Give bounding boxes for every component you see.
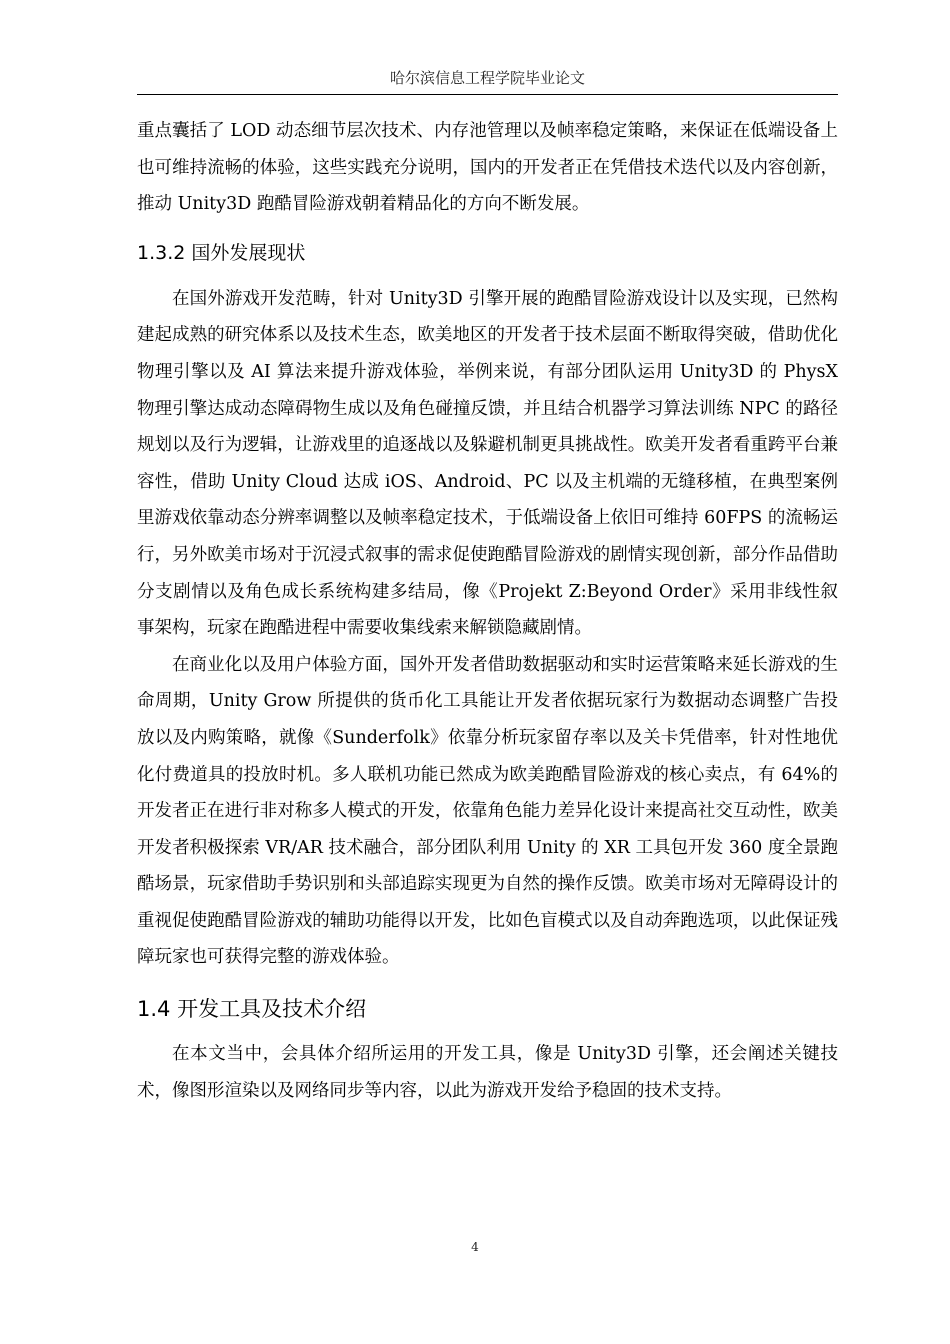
page-number: 4: [471, 1240, 479, 1254]
section-heading-1-3-2: 1.3.2 国外发展现状: [137, 241, 306, 264]
paragraph-commercialization: 在商业化以及用户体验方面，国外开发者借助数据驱动和实时运营策略来延长游戏的生命周期，Unity Grow 所提供的货币化工具能让开发者依据玩家行为数据动态调整广告投放以及内购策略，就像《Sunderfolk》依靠分析玩家留存率以及关卡凭借率，针对性地优化付费道具的投放时机。多人联机功能已然成为欧美跑酷冒险游戏的核心卖点，有 64%的开发者正在进行非对称多人模式的开发，依靠角色能力差异化设计来提高社交互动性，欧美开发者积极探索 VR/AR 技术融合，部分团队利用 Unity 的 XR 工具包开发 360 度全景跑酷场景，玩家借助手势识别和头部追踪实现更为自然的操作反馈。欧美市场对无障碍设计的重视促使跑酷冒险游戏的辅助功能得以开发，比如色盲模式以及自动奔跑选项，以此保证残障玩家也可获得完整的游戏体验。: [137, 654, 838, 968]
paragraph-foreign-development: 在国外游戏开发范畴，针对 Unity3D 引擎开展的跑酷冒险游戏设计以及实现，已然构建起成熟的研究体系以及技术生态，欧美地区的开发者于技术层面不断取得突破，借助优化物理引擎以及 AI 算法来提升游戏体验，举例来说，有部分团队运用 Unity3D 的 PhysX 物理引擎达成动态障碍物生成以及角色碰撞反馈，并且结合机器学习算法训练 NPC 的路径规划以及行为逻辑，让游戏里的追逐战以及躲避机制更具挑战性。欧美开发者看重跨平台兼容性，借助 Unity Cloud 达成 iOS、Android、PC 以及主机端的无缝移植，在典型案例里游戏依靠动态分辨率调整以及帧率稳定技术，于低端设备上依旧可维持 60FPS 的流畅运行，另外欧美市场对于沉浸式叙事的需求促使跑酷冒险游戏的剧情实现创新，部分作品借助分支剧情以及角色成长系统构建多结局，像《Projekt Z:Beyond Order》采用非线性叙事架构，玩家在跑酷进程中需要收集线索来解锁隐藏剧情。: [137, 288, 838, 639]
header-title: 哈尔滨信息工程学院毕业论文: [389, 69, 585, 87]
paragraph-tools-intro: 在本文当中，会具体介绍所运用的开发工具，像是 Unity3D 引擎，还会阐述关键技术，像图形渲染以及网络同步等内容，以此为游戏开发给予稳固的技术支持。: [137, 1044, 838, 1101]
page-header: [137, 68, 838, 95]
paragraph-continued: 重点囊括了 LOD 动态细节层次技术、内存池管理以及帧率稳定策略，来保证在低端设备上也可维持流畅的体验，这些实践充分说明，国内的开发者正在凭借技术迭代以及内容创新，推动 Unity3D 跑酷冒险游戏朝着精品化的方向不断发展。: [137, 121, 838, 215]
page-body: [137, 113, 838, 1109]
section-heading-1-4: 1.4 开发工具及技术介绍: [137, 997, 367, 1022]
